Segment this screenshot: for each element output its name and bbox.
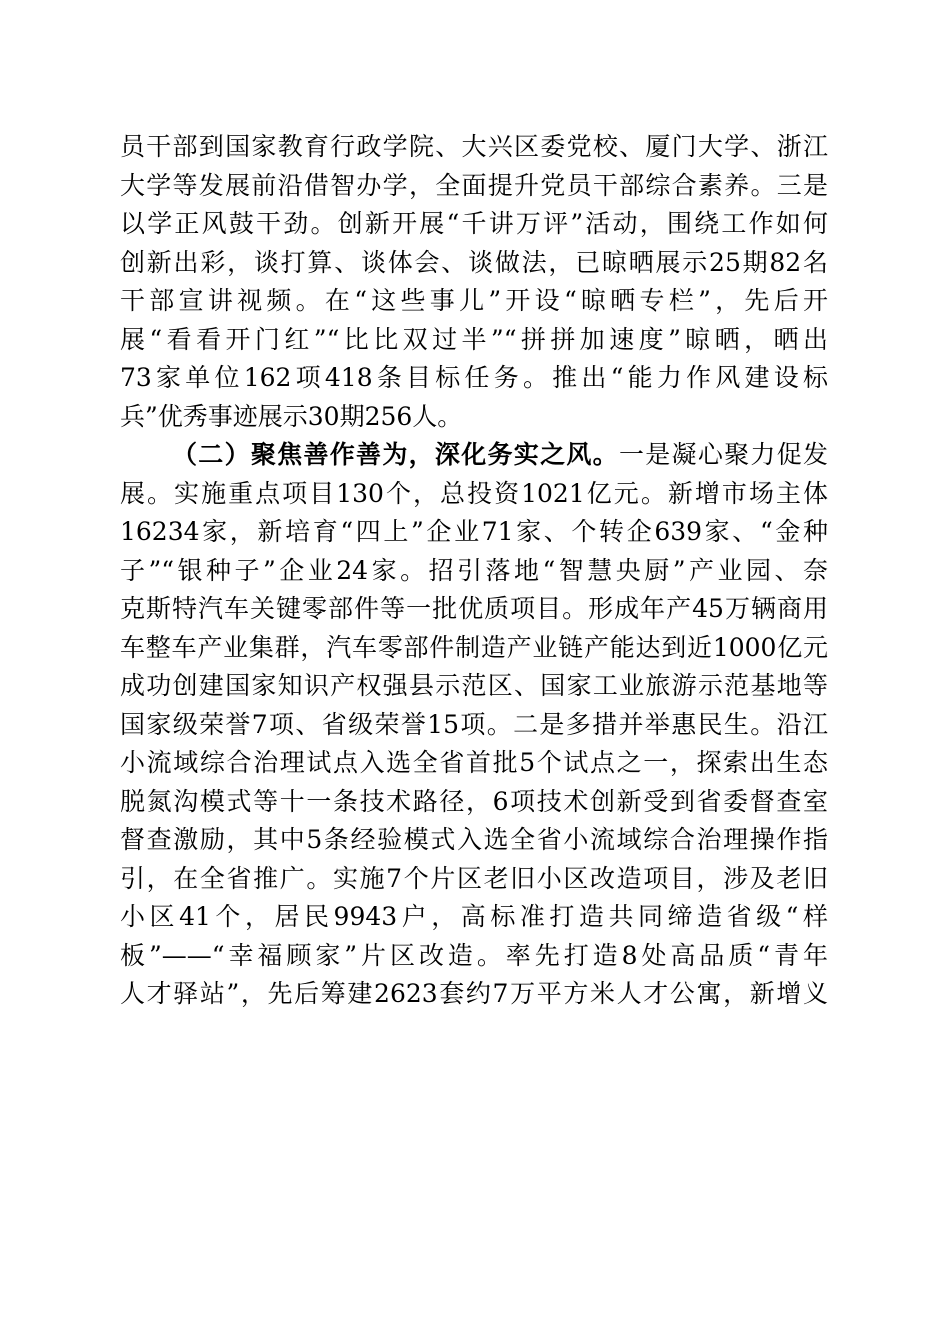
text-line: 73家单位162项418条目标任务。推出“能力作风建设标 (120, 363, 828, 392)
text-line: 引，在全省推广。实施7个片区老旧小区改造项目，涉及老旧 (120, 863, 828, 893)
heading-line-rest: 一是凝心聚力促发 (618, 440, 828, 469)
text-line: 员干部到国家教育行政学院、大兴区委党校、厦门大学、浙江 (120, 132, 828, 161)
text-line: 小区41个，居民9943户，高标准打造共同缔造省级“样 (120, 902, 828, 931)
text-line: 成功创建国家知识产权强县示范区、国家工业旅游示范基地等 (120, 671, 828, 700)
text-line: 展“看看开门红”“比比双过半”“拼拼加速度”晾晒，晒出 (120, 324, 828, 354)
paragraph-1 (120, 128, 828, 436)
text-line: 子”“银种子”企业24家。招引落地“智慧央厨”产业园、奈 (120, 555, 828, 585)
text-line: 以学正风鼓干劲。创新开展“千讲万评”活动，围绕工作如何 (120, 209, 828, 238)
text-line: 展。实施重点项目130个，总投资1021亿元。新增市场主体 (120, 478, 828, 508)
text-line: 创新出彩，谈打算、谈体会、谈做法，已晾晒展示25期82名 (120, 247, 828, 277)
text-line: 人才驿站”，先后筹建2623套约7万平方米人才公寓，新增义 (120, 979, 828, 1008)
text-line: 大学等发展前沿借智办学，全面提升党员干部综合素养。三是 (120, 170, 828, 200)
text-line: 车整车产业集群，汽车零部件制造产业链产能达到近1000亿元 (120, 632, 828, 662)
section-heading-line (120, 436, 828, 475)
text-line: 督查激励，其中5条经验模式入选全省小流域综合治理操作指 (120, 825, 828, 854)
paragraph-2 (120, 436, 828, 1014)
section-heading: （二）聚焦善作善为，深化务实之风。 (172, 440, 619, 469)
text-line: 克斯特汽车关键零部件等一批优质项目。形成年产45万辆商用 (120, 594, 828, 623)
text-line: 干部宣讲视频。在“这些事儿”开设“晾晒专栏”，先后开 (120, 286, 828, 315)
text-line: 兵”优秀事迹展示30期256人。 (120, 401, 463, 431)
text-line: 国家级荣誉7项、省级荣誉15项。二是多措并举惠民生。沿江 (120, 709, 828, 739)
text-line: 脱氮沟模式等十一条技术路径，6项技术创新受到省委督查室 (120, 786, 828, 816)
text-line: 板”——“幸福顾家”片区改造。率先打造8处高品质“青年 (120, 940, 828, 970)
text-line: 小流域综合治理试点入选全省首批5个试点之一，探索出生态 (120, 748, 828, 777)
text-line: 16234家，新培育“四上”企业71家、个转企639家、“金种 (120, 517, 828, 546)
